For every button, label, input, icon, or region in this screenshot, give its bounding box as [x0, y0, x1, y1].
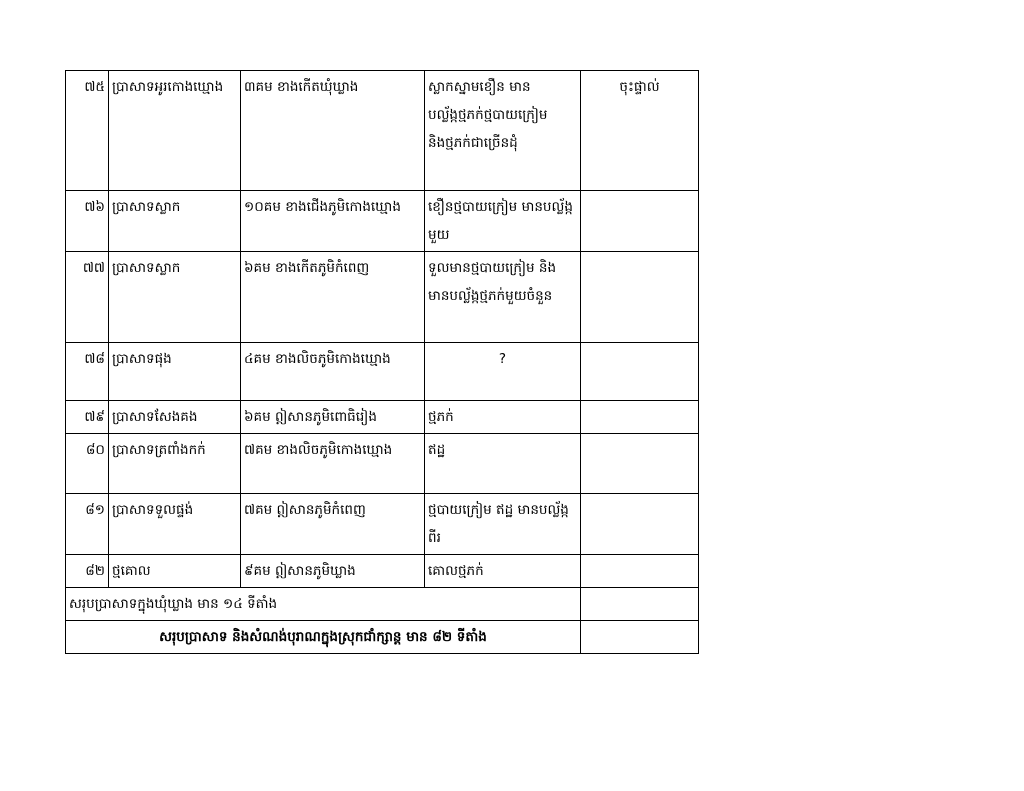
summary-district-text: សរុបប្រាសាទ និងសំណង់បុរាណក្នុងស្រុកជាំក្សាន្ត មាន ៨២ ទីតាំង [66, 621, 581, 654]
site-name: ប្រាសាទសែងគង [109, 401, 241, 434]
site-name: ប្រាសាទទួលផ្ទង់ [109, 494, 241, 555]
table-row [66, 191, 699, 252]
row-number: ៨០ [66, 434, 109, 494]
site-status [581, 343, 699, 401]
summary-row-district [66, 621, 699, 654]
site-name: ប្រាសាទត្រពាំងកក់ [109, 434, 241, 494]
table-row [66, 434, 699, 494]
table-row [66, 71, 699, 191]
site-status [581, 401, 699, 434]
site-name: ប្រាសាទស្លាក [109, 191, 241, 252]
site-description: ? [425, 343, 581, 401]
site-description: ឥដ្ឋ [425, 434, 581, 494]
row-number: ៧៥ [66, 71, 109, 191]
site-status [581, 434, 699, 494]
table-row [66, 494, 699, 555]
heritage-site-table [65, 70, 699, 654]
site-location: ១០គម ខាងជើងភូមិកោងឃ្មោង [241, 191, 425, 252]
site-description: ថ្មបាយក្រៀម ឥដ្ឋ មានបល្ល័ង្កពីរ [425, 494, 581, 555]
row-number: ៧៨ [66, 343, 109, 401]
site-status [581, 494, 699, 555]
row-number: ៧៦ [66, 191, 109, 252]
site-status [581, 252, 699, 343]
row-number: ៧៩ [66, 401, 109, 434]
summary-row-commune [66, 588, 699, 621]
site-name: ថ្មគោល [109, 555, 241, 588]
site-name: ប្រាសាទអូរកោងឃ្មោង [109, 71, 241, 191]
site-description: ស្លាកស្នាមខឿន មានបល្ល័ង្កថ្មភក់ថ្មបាយក្រៀម និងថ្មភក់ជាច្រើនដុំ [425, 71, 581, 191]
site-location: ៧គម ខាងលិចភូមិកោងឃ្មោង [241, 434, 425, 494]
row-number: ៨២ [66, 555, 109, 588]
summary-commune-text: សរុបប្រាសាទក្នុងឃុំឃ្លាង មាន ១៤ ទីតាំង [66, 588, 581, 621]
site-location: ៧គម ឦសានភូមិកំពេញ [241, 494, 425, 555]
site-location: ៦គម ឦសានភូមិពោធិរៀង [241, 401, 425, 434]
site-location: ៩គម ឦសានភូមិឃ្លាង [241, 555, 425, 588]
site-location: ៦គម ខាងកើតភូមិកំពេញ [241, 252, 425, 343]
site-name: ប្រាសាទផុង [109, 343, 241, 401]
table-row [66, 401, 699, 434]
table-row [66, 252, 699, 343]
site-status [581, 191, 699, 252]
table-row [66, 343, 699, 401]
site-status: ចុះផ្ទាល់ [581, 71, 699, 191]
site-description: ថ្មភក់ [425, 401, 581, 434]
site-name: ប្រាសាទស្លាក [109, 252, 241, 343]
table-row [66, 555, 699, 588]
summary-district-empty [581, 621, 699, 654]
summary-commune-empty [581, 588, 699, 621]
row-number: ៧៧ [66, 252, 109, 343]
site-location: ៤គម ខាងលិចភូមិកោងឃ្មោង [241, 343, 425, 401]
site-description: ទួលមានថ្មបាយក្រៀម និងមានបល្ល័ង្កថ្មភក់មួយចំនួន [425, 252, 581, 343]
site-description: ខឿនថ្មបាយក្រៀម មានបល្ល័ង្កមួយ [425, 191, 581, 252]
site-description: គោលថ្មភក់ [425, 555, 581, 588]
site-status [581, 555, 699, 588]
site-location: ៣គម ខាងកើតឃុំឃ្លាង [241, 71, 425, 191]
row-number: ៨១ [66, 494, 109, 555]
